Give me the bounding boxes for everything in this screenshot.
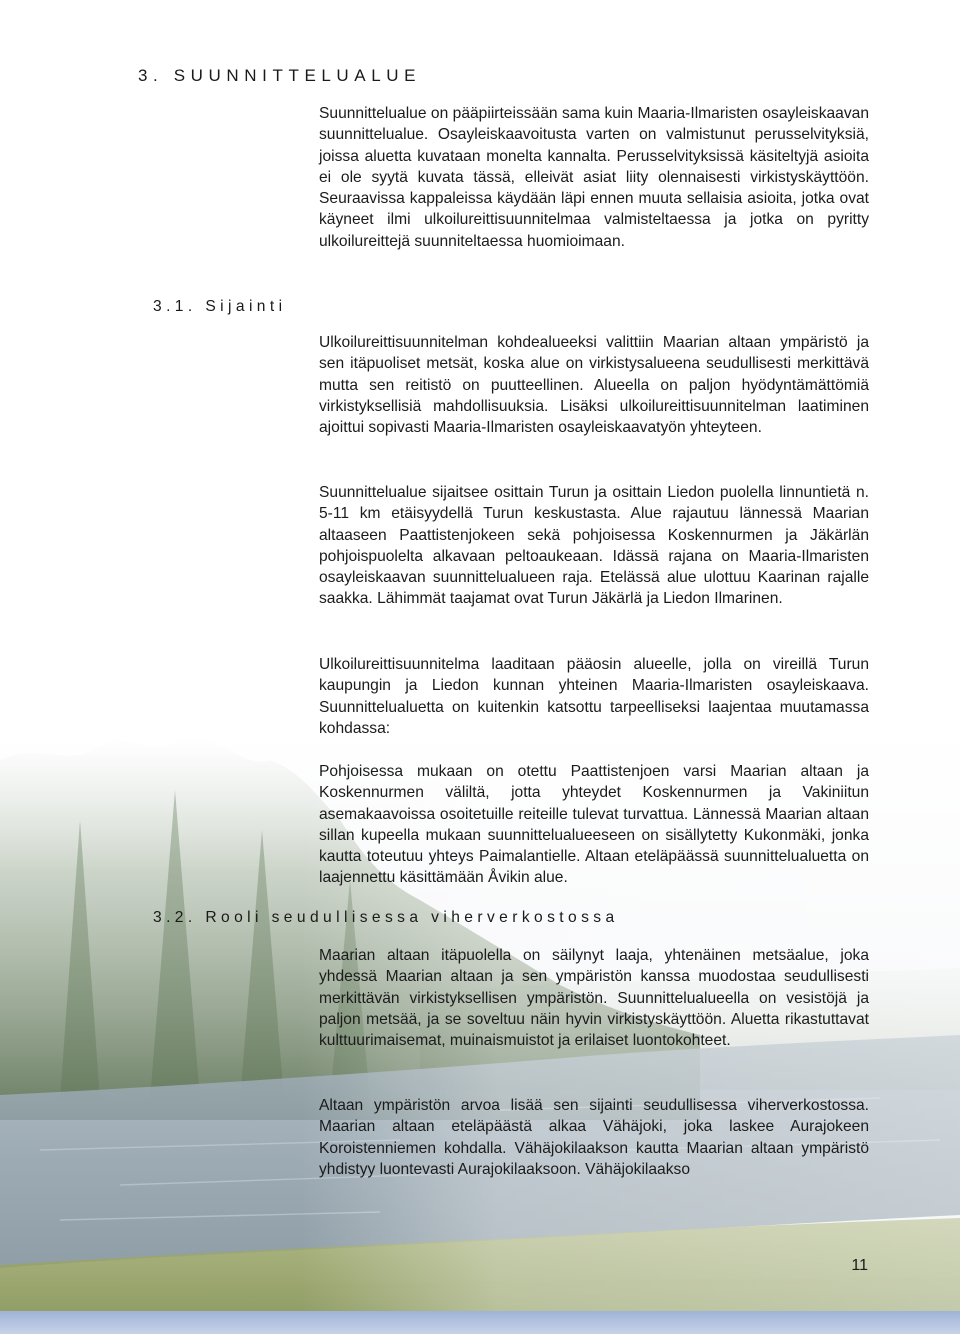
paragraph-laajennukset: Pohjoisessa mukaan on otettu Paattistenjoen varsi Maarian altaan ja Koskennurmen väliltä, jotta yhteydet Koskennurmen ja Vakiniitun asemakaavoissa osoitetuille reiteille tulevat turvattua. Lännessä Maarian altaan sillan kupeella mukaan suunnittelualueeseen on sisällytetty Kukonmäki, jonka kautta toteutuu yhteys Paimalantielle. Altaan eteläpäässä suunnittelualuetta on laajennettu käsittämään Åvikin alue. bbox=[319, 763, 869, 887]
paragraph-metsaalue: Maarian altaan itäpuolella on säilynyt laaja, yhtenäinen metsäalue, joka yhdessä Maarian altaan ja sen ympäristön kanssa muodostaa seudullisesti merkittävän virkistyksellisen ympäristön. Suunnittelualueella on vesistöjä ja paljon metsää, ja se soveltuu näin hyvin virkistyskäyttöön. Aluetta rikastuttavat kulttuurimaisemat, muinaismuistot ja erilaiset luontokohteet. bbox=[319, 947, 869, 1050]
subsection-heading-rooli: 3.2. Rooli seudullisessa viherverkostossa bbox=[153, 909, 619, 926]
page-number: 11 bbox=[851, 1257, 868, 1274]
section-heading-main: 3. SUUNNITTELUALUE bbox=[138, 66, 422, 85]
subsection-heading-sijainti: 3.1. Sijainti bbox=[153, 298, 287, 315]
paragraph-viherverkosto: Altaan ympäristön arvoa lisää sen sijainti seudullisessa viherverkostossa. Maarian altaan eteläpäästä alkaa Vähäjoki, joka laskee Aurajokeen Koroistenniemen kohdalla. Vähäjokilaakson kautta Maarian altaan ympäristö yhdistyy luontevasti Aurajokilaaksoon. Vähäjokilaakso bbox=[319, 1097, 869, 1178]
paragraph-intro: Suunnittelualue on pääpiirteissään sama kuin Maaria-Ilmaristen osayleiskaavan suunnittelualue. Osayleiskaavoitusta varten on valmistunut perusselvityksiä, joissa aluetta kuvataan monelta kannalta. Perusselvityksissä käsiteltyjä asioita ei ole syytä kuvata tässä, elleivät asiat liity olennaisesti virkistyskäyttöön. Seuraavissa kappaleissa käydään läpi ennen muuta sellaisia asioita, jotka ovat käyneet ilmi ulkoilureittisuunnitelmaa valmisteltaessa ja jotka on pyritty ulkoilureittejä suunniteltaessa huomioimaan. bbox=[319, 105, 869, 250]
paragraph-kohdealue: Ulkoilureittisuunnitelman kohdealueeksi valittiin Maarian altaan ympäristö ja sen itäpuoliset metsät, koska alue on virkistysalueena seudullisesti merkittävä mutta sen reitistö on puutteellinen. Alueella on paljon hyödyntämättömiä virkistyksellisiä mahdollisuuksia. Lisäksi ulkoilureittisuunnitelman laatiminen ajoittui sopivasti Maaria-Ilmaristen osayleiskaavatyön yhteyteen. bbox=[319, 334, 869, 437]
paragraph-osayleiskaava: Ulkoilureittisuunnitelma laaditaan pääosin alueelle, jolla on vireillä Turun kaupungin ja Liedon kunnan yhteinen Maaria-Ilmaristen osayleiskaava. Suunnittelualuetta on kuitenkin katsottu tarpeelliseksi laajentaa muutamassa kohdassa: bbox=[319, 656, 869, 737]
footer-color-band bbox=[0, 1311, 960, 1334]
paragraph-suunnittelualue: Suunnittelualue sijaitsee osittain Turun ja osittain Liedon puolella linnuntietä n. 5-11 km etäisyydellä Turun keskustasta. Alue rajautuu lännessä Maarian altaaseen Paattistenjokeen sekä pohjoisessa Koskennurmen ja Jäkärlän pohjoispuolelta alkavaan peltoaukeaan. Idässä rajana on Maaria-Ilmaristen osayleiskaavan suunnittelualueen raja. Etelässä alue ulottuu Kaarinan rajalle saakka. Lähimmät taajamat ovat Turun Jäkärlä ja Liedon Ilmarinen. bbox=[319, 484, 869, 608]
